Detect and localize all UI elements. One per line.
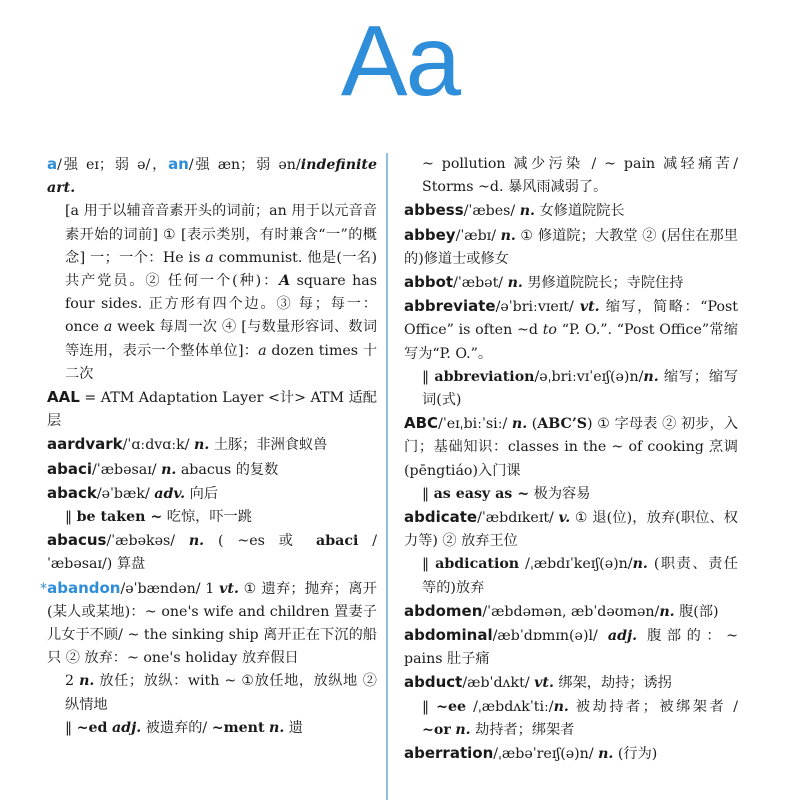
entry-text: 吃惊，吓一跳 xyxy=(162,509,252,526)
italic-word: to xyxy=(542,322,557,339)
part-of-speech: adj. xyxy=(607,628,638,645)
derived-entry xyxy=(404,366,738,412)
entry-text: 腹部的：~ pains 肚子痛 xyxy=(404,628,738,668)
dictionary-entry xyxy=(47,529,377,576)
part-of-speech: n. xyxy=(507,275,523,292)
entry-text: 男修道院院长；寺院住持 xyxy=(522,275,684,292)
headword-highlighted: an xyxy=(168,155,189,173)
headword-highlighted: a xyxy=(47,155,58,173)
dictionary-entry xyxy=(404,624,738,671)
entry-text: 腹(部) xyxy=(674,603,719,620)
entry-text: ‖ xyxy=(65,509,77,526)
part-of-speech: n. xyxy=(659,603,675,620)
dictionary-entry xyxy=(47,433,377,457)
dictionary-entry xyxy=(47,482,377,506)
entry-text: /əˈbæk/ xyxy=(96,485,155,502)
headword: abduct xyxy=(404,673,463,692)
part-of-speech: vt. xyxy=(579,299,600,316)
headword: aardvark xyxy=(47,435,123,454)
entry-text: /强 eɪ；弱 ə/， xyxy=(57,157,169,173)
headword: aberration xyxy=(404,744,494,763)
bold-phrase: abaci xyxy=(316,533,359,550)
entry-text: ‖ xyxy=(422,368,435,385)
entry-text: week 每周一次 ④ [与数量形容词、数词等连用，表示一个整体单位]： xyxy=(65,319,378,359)
entry-continuation xyxy=(47,200,377,386)
entry-text: /ˈæbəsaɪ/) 算盘 xyxy=(47,533,377,573)
entry-text: /ˈæbət/ xyxy=(453,275,508,292)
bold-phrase: abbreviation xyxy=(434,368,535,385)
headword: abdomen xyxy=(404,601,483,620)
derived-entry xyxy=(404,483,738,506)
entry-text: /əˌbriːvɪˈeɪʃ(ə)n/ xyxy=(534,368,644,385)
dictionary-entry xyxy=(47,458,377,482)
headword: AAL xyxy=(47,388,80,407)
bold-phrase: abdication xyxy=(435,556,520,573)
entry-text: /ˌæbdʌkˈtiː/ xyxy=(466,698,554,715)
part-of-speech: adj. xyxy=(111,719,142,736)
part-of-speech: n. xyxy=(553,698,569,715)
left-column xyxy=(40,153,378,800)
entry-text: dozen times 十二次 xyxy=(65,342,378,382)
entry-continuation xyxy=(404,153,738,199)
dictionary-entry xyxy=(404,199,738,223)
entry-text: /ˈæbəkəs/ xyxy=(106,533,189,550)
entry-text: /əˈbændən/ 1 xyxy=(120,580,220,597)
part-of-speech: n. xyxy=(643,368,659,385)
entry-text: /æbˈdʌkt/ xyxy=(462,675,535,692)
entry-text: /ˌæbdɪˈkeɪʃ(ə)n/ xyxy=(519,556,633,573)
bold-phrase: ~ment xyxy=(211,719,265,736)
entry-text: “P. O.”. “Post Office”常缩写为“P. O.”。 xyxy=(404,322,738,362)
headword-highlighted: abandon xyxy=(47,578,121,597)
headword: aback xyxy=(47,483,97,502)
entry-text: 极为容易 xyxy=(529,485,591,502)
entry-text: /ˈæbes/ xyxy=(463,203,520,220)
bold-phrase: ~ee xyxy=(436,698,467,715)
part-of-speech: A xyxy=(279,273,291,290)
entry-continuation xyxy=(47,670,377,716)
derived-entry xyxy=(47,717,377,740)
part-of-speech: v. xyxy=(558,510,571,527)
entry-text: ① 遗弃；抛弃；离开(某人或某地)：~ one's wife and children 置妻子儿女于不顾/ ~ the sinking ship 离开正在下沉的船只 ② 放弃：~ one's holiday 放弃假日 xyxy=(47,580,377,667)
entry-text: 2 xyxy=(65,673,80,690)
entry-text: 土豚；非洲食蚁兽 xyxy=(209,437,328,454)
entry-text: communist. 他是(一名)共产党员。② 任何一个(种)： xyxy=(65,249,378,290)
part-of-speech: n. xyxy=(269,719,285,736)
entry-text: /ˈæbəsaɪ/ xyxy=(92,461,162,478)
part-of-speech: vt. xyxy=(219,580,239,597)
entry-text: 女修道院院长 xyxy=(534,203,625,220)
italic-word: a xyxy=(258,342,267,359)
dictionary-entry xyxy=(404,295,738,366)
entry-text: ( ~es 或 xyxy=(204,533,317,550)
entry-text: 放任；放纵：with ~ ①放任地，放纵地 ②纵情地 xyxy=(65,673,377,713)
column-divider xyxy=(386,153,388,800)
entry-text: /强 æn；弱 ən/ xyxy=(188,157,301,173)
headword: abbey xyxy=(404,225,456,244)
part-of-speech: n. xyxy=(598,746,614,763)
part-of-speech: n. xyxy=(632,556,648,573)
entry-text: ( xyxy=(527,416,538,433)
headword: abaci xyxy=(47,459,93,478)
entry-text: /ˈæbɪ/ xyxy=(455,227,501,244)
bold-phrase: be taken ~ xyxy=(76,509,163,526)
headword: abbot xyxy=(404,273,454,292)
part-of-speech: n. xyxy=(455,721,471,738)
section-letter-heading: Aa xyxy=(340,5,460,117)
italic-word: a xyxy=(103,319,113,336)
part-of-speech: adv. xyxy=(154,485,186,502)
entry-text: (行为) xyxy=(613,746,658,763)
entry-text: /ˈeɪˌbiːˈsiː/ xyxy=(438,416,512,433)
entry-text: 缩写，简略：“Post Office” is often ~d xyxy=(404,299,738,339)
entry-text: /əˈbriːvɪeɪt/ xyxy=(495,299,580,316)
entry-text: 被劫持者；被绑架者 / xyxy=(568,698,738,715)
headword: abbreviate xyxy=(404,297,496,316)
entry-text: ① 退(位)，放弃(职位、权力等) ② 放弃王位 xyxy=(404,510,738,550)
entry-text: /ˈɑːdvɑːk/ xyxy=(122,437,195,454)
entry-text: ‖ xyxy=(422,556,436,573)
derived-entry xyxy=(404,553,738,599)
dictionary-entry xyxy=(47,386,377,433)
entry-text: (职责、责任等的)放弃 xyxy=(422,556,738,596)
entry-text: ‖ xyxy=(422,698,437,715)
bold-phrase: ~or xyxy=(422,721,451,738)
entry-text: /ˈæbdɪkeɪt/ xyxy=(477,510,559,527)
entry-text: /ˈæbdəmən, æbˈdəʊmən/ xyxy=(482,603,660,620)
entry-text: 被遗弃的/ xyxy=(141,719,212,736)
dictionary-entry xyxy=(47,153,377,200)
entry-text: /ˌæbəˈreɪʃ(ə)n/ xyxy=(493,746,599,763)
entry-text: /æbˈdɒmɪn(ə)l/ xyxy=(492,628,608,645)
part-of-speech: n. xyxy=(500,227,516,244)
part-of-speech: n. xyxy=(161,461,177,478)
headword: abdominal xyxy=(404,626,493,645)
bold-phrase: as easy as ~ xyxy=(433,485,530,502)
dictionary-entry xyxy=(404,742,738,766)
dictionary-entry xyxy=(404,224,738,271)
part-of-speech: n. xyxy=(194,437,210,454)
entry-text: 劫持者；绑架者 xyxy=(470,721,575,738)
dictionary-entry xyxy=(404,412,738,483)
bold-phrase: ~ed xyxy=(76,719,108,736)
part-of-speech: n. xyxy=(519,203,535,220)
entry-text: ‖ xyxy=(422,485,434,502)
entry-text: abacus 的复数 xyxy=(176,461,279,478)
entry-text: ) ① 字母表 ② 初步，入门；基础知识：classes in the ~ of cooking 烹调(pēngtiáo)入门课 xyxy=(404,416,739,479)
entry-text: 绑架，劫持；诱拐 xyxy=(553,675,672,692)
dictionary-entry xyxy=(404,600,738,624)
entry-text: 遗 xyxy=(284,719,303,736)
entry-text: 向后 xyxy=(185,485,219,502)
italic-word: a xyxy=(205,249,214,266)
core-word-star-icon: * xyxy=(40,580,48,597)
derived-entry xyxy=(47,506,377,529)
part-of-speech: n. xyxy=(511,416,528,433)
part-of-speech: n. xyxy=(188,533,205,550)
entry-text: ① 修道院；大教堂 ② (居住在那里的)修道士或修女 xyxy=(404,227,738,267)
derived-entry xyxy=(404,696,738,742)
dictionary-entry xyxy=(404,506,738,553)
entry-text: [a 用于以辅音音素开头的词前；an 用于以元音音素开始的词前] ① [表示类别，有时兼含“一”的概念] 一；一个：He is xyxy=(65,203,377,266)
part-of-speech: indefinite art. xyxy=(47,157,377,197)
bold-phrase: ABC’S xyxy=(537,416,588,433)
entry-text: ~ pollution 减少污染 / ~ pain 减轻痛苦/ Storms ~d. 暴风雨减弱了。 xyxy=(422,156,738,196)
part-of-speech: n. xyxy=(79,673,95,690)
headword: abbess xyxy=(404,201,464,220)
headword: abacus xyxy=(47,531,107,550)
part-of-speech: vt. xyxy=(534,675,554,692)
dictionary-entry xyxy=(404,271,738,295)
entry-text: 缩写；缩写词(式) xyxy=(422,368,738,409)
entry-text: = ATM Adaptation Layer <计> ATM 适配层 xyxy=(47,390,377,430)
entry-text: square has four sides. 正方形有四个边。③ 每；每一：once xyxy=(65,273,377,336)
dictionary-entry xyxy=(40,577,377,671)
headword: ABC xyxy=(404,414,439,433)
dictionary-entry xyxy=(404,671,738,695)
right-column xyxy=(404,153,738,800)
headword: abdicate xyxy=(404,508,478,527)
entry-text: ‖ xyxy=(65,719,77,736)
